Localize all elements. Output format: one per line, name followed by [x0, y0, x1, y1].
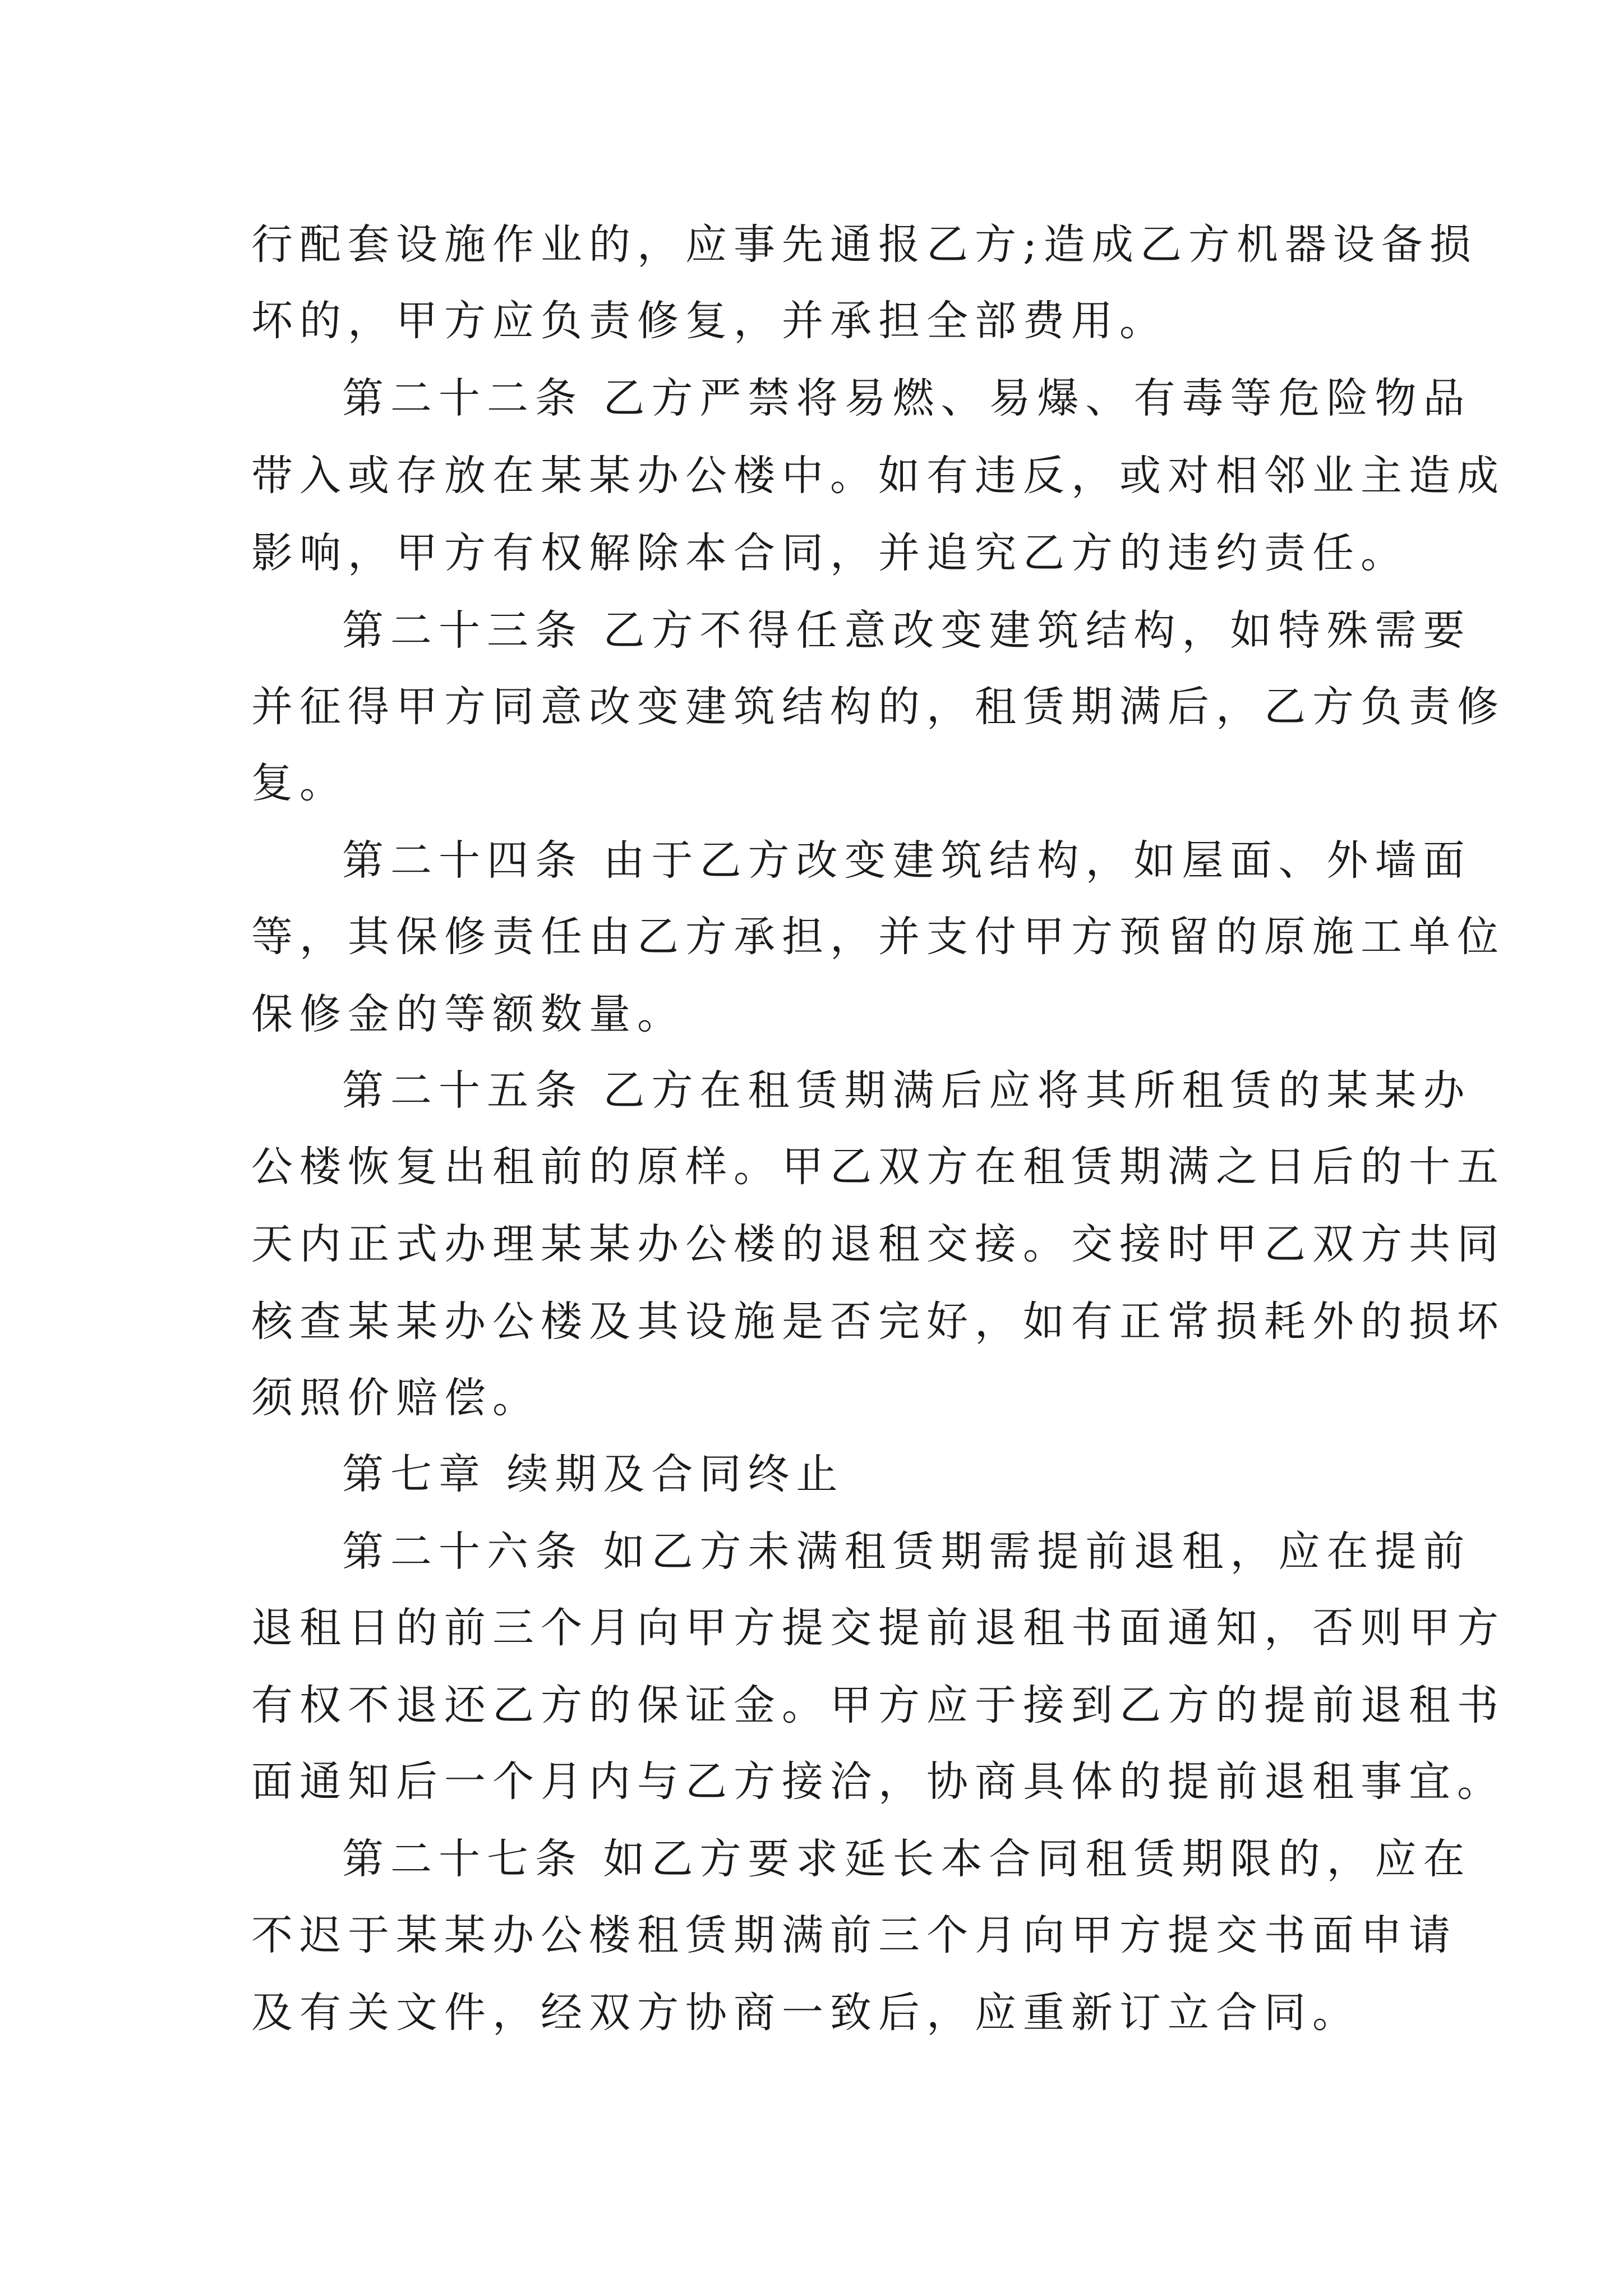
- text-line: 影响，甲方有权解除本合同，并追究乙方的违约责任。: [251, 529, 1409, 577]
- article-27-start: 第二十七条 如乙方要求延长本合同租赁期限的，应在: [342, 1835, 1472, 1883]
- text-line: 复。: [251, 759, 348, 807]
- text-line: 并征得甲方同意改变建筑结构的，租赁期满后，乙方负责修: [251, 683, 1505, 731]
- article-23-start: 第二十三条 乙方不得任意改变建筑结构，如特殊需要: [342, 606, 1472, 655]
- text-line: 带入或存放在某某办公楼中。如有违反，或对相邻业主造成: [251, 452, 1505, 500]
- text-line: 不迟于某某办公楼租赁期满前三个月向甲方提交书面申请: [251, 1911, 1457, 1959]
- text-line: 须照价赔偿。: [251, 1374, 541, 1422]
- article-25-start: 第二十五条 乙方在租赁期满后应将其所租赁的某某办: [342, 1066, 1472, 1115]
- text-line: 公楼恢复出租前的原样。甲乙双方在租赁期满之日后的十五: [251, 1143, 1505, 1191]
- chapter-7-heading: 第七章 续期及合同终止: [342, 1450, 845, 1498]
- article-24-start: 第二十四条 由于乙方改变建筑结构，如屋面、外墙面: [342, 836, 1472, 885]
- text-line: 及有关文件，经双方协商一致后，应重新订立合同。: [251, 1989, 1361, 2037]
- text-line: 面通知后一个月内与乙方接洽，协商具体的提前退租事宜。: [251, 1757, 1505, 1806]
- article-26-start: 第二十六条 如乙方未满租赁期需提前退租，应在提前: [342, 1527, 1472, 1576]
- text-line: 行配套设施作业的，应事先通报乙方;造成乙方机器设备损: [251, 220, 1478, 269]
- text-line: 天内正式办理某某办公楼的退租交接。交接时甲乙双方共同: [251, 1220, 1505, 1268]
- text-line: 保修金的等额数量。: [251, 990, 685, 1038]
- text-line: 退租日的前三个月向甲方提交提前退租书面通知，否则甲方: [251, 1604, 1505, 1652]
- article-22-start: 第二十二条 乙方严禁将易燃、易爆、有毒等危险物品: [342, 374, 1472, 422]
- text-line: 核查某某办公楼及其设施是否完好，如有正常损耗外的损坏: [251, 1297, 1505, 1346]
- text-line: 坏的，甲方应负责修复，并承担全部费用。: [251, 297, 1168, 345]
- text-line: 等，其保修责任由乙方承担，并支付甲方预留的原施工单位: [251, 913, 1505, 961]
- text-line: 有权不退还乙方的保证金。甲方应于接到乙方的提前退租书: [251, 1681, 1505, 1729]
